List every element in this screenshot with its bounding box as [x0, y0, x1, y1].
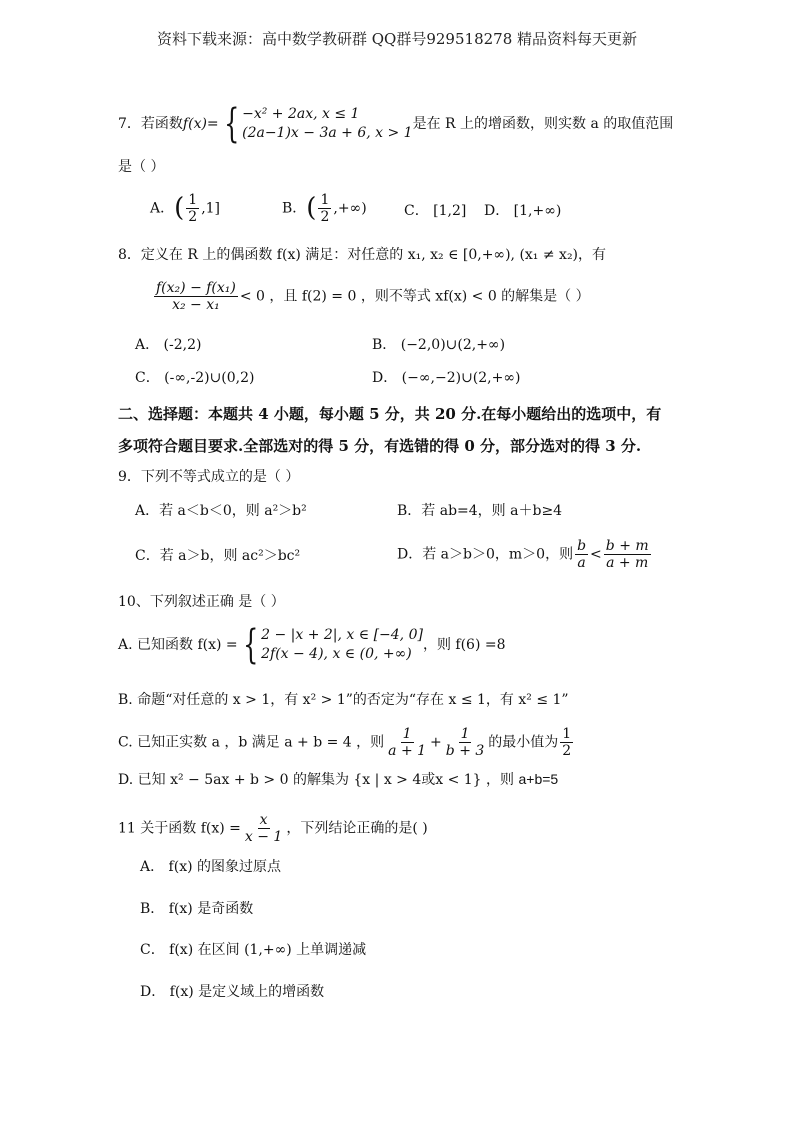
q10-option-d-prefix: D. 已知 x² − 5ax + b > 0 的解集为 {x | x > 4或x < 1} ，则 — [118, 772, 515, 788]
question-9-stem: 9．下列不等式成立的是（ ） — [118, 469, 300, 485]
q9-option-c: C．若 a＞b，则 ac²＞bc² — [135, 548, 301, 564]
q8-option-b: B． (−2,0)∪(2,+∞) — [372, 337, 506, 353]
q8-option-a: A． (-2,2) — [135, 337, 202, 353]
q9-option-d-prefix: D．若 a＞b＞0，m＞0，则 — [397, 546, 574, 563]
q7-option-a — [150, 192, 220, 225]
q7-option-a-rest: ,1] — [201, 200, 221, 217]
q10-option-c-den-1: a + 1 — [388, 743, 427, 760]
q7-option-b-num: 1 — [320, 192, 330, 208]
q7-piecewise — [242, 105, 412, 143]
question-11-stem — [118, 812, 428, 845]
q10-option-a-suffix: ，则 f(6) =8 — [422, 637, 506, 653]
q11-den: x − 1 — [244, 829, 283, 846]
question-8-stem: 8．定义在 R 上的偶函数 f(x) 满足：对任意的 x₁, x₂ ∈ [0,+∞), (x₁ ≠ x₂)，有 — [118, 247, 607, 263]
question-10-stem: 10、下列叙述正确 是（ ） — [118, 594, 285, 610]
page-header: 资料下载来源：高中数学教研群 QQ群号929518278 精品资料每天更新 — [156, 30, 638, 48]
q8-stem-line-2 — [152, 280, 590, 313]
q7-option-d: D． [1,+∞) — [484, 203, 562, 219]
section-2-heading-line-2: 多项符合题目要求.全部选对的得 5 分，有选错的得 0 分，部分选对的得 3 分. — [118, 437, 642, 455]
q9-option-a: A．若 a＜b＜0，则 a²＞b² — [135, 503, 307, 519]
q11-option-a: A． f(x) 的图象过原点 — [140, 859, 282, 875]
left-brace-icon: { — [223, 101, 240, 147]
q9-option-d-num-1: b — [577, 538, 587, 554]
q10-option-c-num-1: 1 — [402, 726, 412, 742]
q10-option-a-prefix: A. 已知函数 f(x) = — [118, 637, 238, 653]
q8-stem-rest: < 0 ，且 f(2) = 0 ，则不等式 xf(x) < 0 的解集是（ ） — [239, 288, 590, 305]
q11-stem-suffix: ，下列结论正确的是( ) — [286, 820, 428, 837]
q7-prefix: 7．若函数 — [118, 116, 183, 132]
q8-fraction-num: f(x₂) − f(x₁) — [156, 280, 236, 296]
q8-option-c: C． (-∞,-2)∪(0,2) — [135, 370, 255, 386]
q10-option-c-den-2: b + 3 — [445, 743, 485, 760]
q10-option-c-num-2: 1 — [460, 726, 470, 742]
q7-option-b-label: B． — [282, 200, 307, 217]
q7-option-b-rest: ,+∞) — [333, 200, 367, 217]
question-7-stem — [118, 101, 674, 147]
q8-fraction — [154, 280, 238, 313]
q7-suffix: 是在 R 上的增函数，则实数 a 的取值范围 — [412, 116, 674, 132]
q11-stem-prefix: 11 关于函数 f(x) = — [118, 820, 241, 837]
q9-option-d-lt: < — [590, 546, 602, 563]
q10-option-c-mid: 的最小值为 — [488, 734, 559, 751]
q7-option-b-den: 2 — [320, 209, 330, 226]
q10-option-c — [118, 726, 575, 759]
q10-option-c-den-3: 2 — [562, 743, 572, 760]
q9-option-d-den-1: a — [577, 555, 586, 572]
q7-option-b — [282, 192, 367, 225]
q10-case-1: 2 − |x + 2|, x ∈ [−4, 0] — [261, 627, 423, 644]
q8-option-d: D． (−∞,−2)∪(2,+∞) — [372, 370, 521, 386]
q10-case-2: 2f(x − 4), x ∈ (0, +∞) — [261, 646, 412, 662]
q11-num: x — [259, 812, 268, 828]
q8-fraction-den: x₂ − x₁ — [172, 297, 220, 314]
left-paren-icon: ( — [174, 193, 185, 223]
q7-case-2: (2a−1)x − 3a + 6, x > 1 — [242, 125, 413, 141]
q7-stem-line-2: 是（ ） — [118, 159, 165, 175]
q10-option-c-plus: + — [430, 734, 442, 751]
q7-option-a-num: 1 — [188, 192, 198, 208]
q7-case-1: −x² + 2ax, x ≤ 1 — [242, 106, 360, 123]
left-brace-icon: { — [242, 622, 259, 668]
q10-option-c-prefix: C. 已知正实数 a ，b 满足 a + b = 4 ，则 — [118, 734, 385, 751]
q9-option-d-den-2: a + m — [606, 555, 649, 572]
q11-option-b: B． f(x) 是奇函数 — [140, 901, 254, 917]
q11-option-d: D． f(x) 是定义域上的增函数 — [140, 984, 325, 1000]
q7-option-a-den: 2 — [188, 209, 198, 226]
q10-option-c-num-3: 1 — [562, 726, 572, 742]
q7-function: f(x)= — [182, 116, 219, 132]
q10-option-b: B. 命题“对任意的 x > 1，有 x² > 1”的否定为“存在 x ≤ 1，有 x² ≤ 1” — [118, 692, 569, 708]
q9-option-d-num-2: b + m — [605, 538, 649, 554]
left-paren-icon: ( — [306, 193, 317, 223]
q10-piecewise — [261, 626, 423, 664]
q7-option-c: C． [1,2] — [404, 203, 467, 219]
q9-option-b: B．若 ab=4，则 a＋b≥4 — [397, 503, 563, 519]
q7-option-a-label: A． — [150, 200, 175, 217]
q9-option-d — [397, 538, 653, 571]
q10-option-a — [118, 622, 506, 668]
q11-option-c: C． f(x) 在区间 (1,+∞) 上单调递减 — [140, 942, 367, 958]
section-2-heading-line-1: 二、选择题：本题共 4 小题，每小题 5 分，共 20 分.在每小题给出的选项中，有 — [118, 405, 662, 423]
q10-option-d — [118, 771, 558, 789]
q10-option-d-suffix: a+b=5 — [518, 771, 559, 787]
